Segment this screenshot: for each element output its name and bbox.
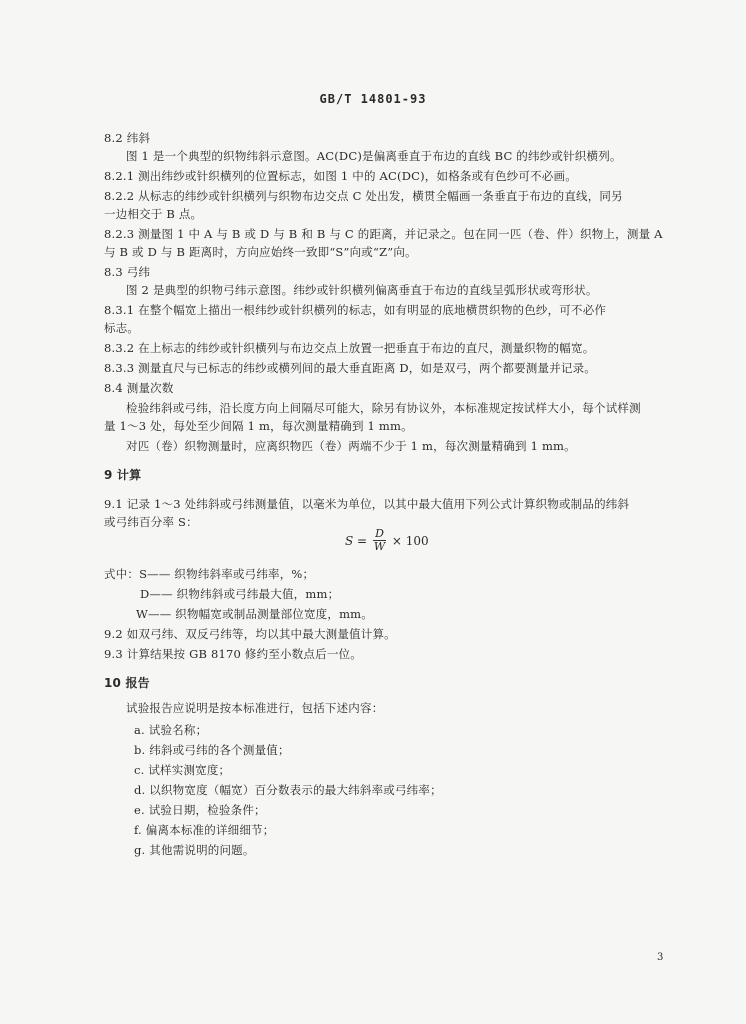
text-line: 试验报告应说明是按本标准进行，包括下述内容：	[126, 701, 384, 715]
text-line: D—— 织物纬斜或弓纬最大值，mm；	[140, 587, 340, 601]
text-line: d. 以织物宽度（幅宽）百分数表示的最大纬斜率或弓纬率；	[134, 783, 442, 797]
text-line: 8.2.3 测量图 1 中 A 与 B 或 D 与 B 和 B 与 C 的距离，并记录之。包在同一匹（卷、件）织物上，测量 A	[104, 227, 663, 241]
page-header: GB/T 14801-93	[319, 92, 427, 106]
text-line: 8.2.1 测出纬纱或针织横列的位置标志，如图 1 中的 AC(DC)，如格条或有色纱可不必画。	[104, 169, 577, 183]
text-line: 8.2 纬斜	[104, 131, 151, 145]
text-line: a. 试验名称；	[134, 723, 208, 737]
formula-denominator: W	[373, 540, 386, 553]
text-line: 或弓纬百分率 S：	[104, 515, 198, 529]
text-line: W—— 织物幅宽或制品测量部位宽度，mm。	[136, 607, 373, 621]
section-heading: 10 报告	[104, 676, 150, 690]
text-line: 量 1～3 处，每处至少间隔 1 m，每次测量精确到 1 mm。	[104, 419, 413, 433]
text-line: 8.4 测量次数	[104, 381, 174, 395]
text-line: g. 其他需说明的问题。	[134, 843, 255, 857]
section-heading: 9 计算	[104, 468, 142, 482]
formula-rest: × 100	[391, 533, 429, 548]
text-line: f. 偏离本标准的详细细节；	[134, 823, 275, 837]
text-line: 图 1 是一个典型的织物纬斜示意图。AC(DC)是偏离垂直于布边的直线 BC 的纬纱或针织横列。	[126, 149, 622, 163]
text-line: 9.1 记录 1～3 处纬斜或弓纬测量值，以毫米为单位，以其中最大值用下列公式计算织物或制品的纬斜	[104, 497, 630, 511]
text-line: 8.3.3 测量直尺与已标志的纬纱或横列间的最大垂直距离 D，如是双弓，两个都要测量并记录。	[104, 361, 596, 375]
text-line: 检验纬斜或弓纬，沿长度方向上间隔尽可能大，除另有协议外，本标准规定按试样大小，每个试样测	[126, 401, 641, 415]
text-line: 标志。	[104, 321, 140, 335]
text-line: 一边相交于 B 点。	[104, 207, 203, 221]
text-line: b. 纬斜或弓纬的各个测量值；	[134, 743, 290, 757]
page-number: 3	[657, 952, 664, 963]
text-line: 与 B 或 D 与 B 距离时，方向应始终一致即“S”向或“Z”向。	[104, 245, 417, 259]
text-line: 8.2.2 从标志的纬纱或针织横列与织物布边交点 C 处出发，横贯全幅画一条垂直于布边的直线，同另	[104, 189, 623, 203]
text-line: 9.2 如双弓纬、双反弓纬等，均以其中最大测量值计算。	[104, 627, 396, 641]
formula-lhs: S =	[345, 533, 368, 548]
text-line: e. 试验日期，检验条件；	[134, 803, 266, 817]
formula	[345, 528, 429, 553]
text-line: 8.3.2 在上标志的纬纱或针织横列与布边交点上放置一把垂直于布边的直尺，测量织物的幅宽。	[104, 341, 595, 355]
text-line: c. 试样实测宽度；	[134, 763, 231, 777]
text-line: 8.3 弓纬	[104, 265, 151, 279]
formula-fraction	[373, 528, 386, 553]
text-line: 8.3.1 在整个幅宽上描出一根纬纱或针织横列的标志，如有明显的底地横贯织物的色纱，可不必作	[104, 303, 607, 317]
formula-numerator: D	[375, 527, 384, 540]
text-line: 9.3 计算结果按 GB 8170 修约至小数点后一位。	[104, 647, 362, 661]
text-line: 式中：S—— 织物纬斜率或弓纬率，%；	[104, 567, 315, 581]
text-line: 图 2 是典型的织物弓纬示意图。纬纱或针织横列偏离垂直于布边的直线呈弧形状或弯形状。	[126, 283, 598, 297]
text-line: 对匹（卷）织物测量时，应离织物匹（卷）两端不少于 1 m，每次测量精确到 1 mm。	[126, 439, 576, 453]
